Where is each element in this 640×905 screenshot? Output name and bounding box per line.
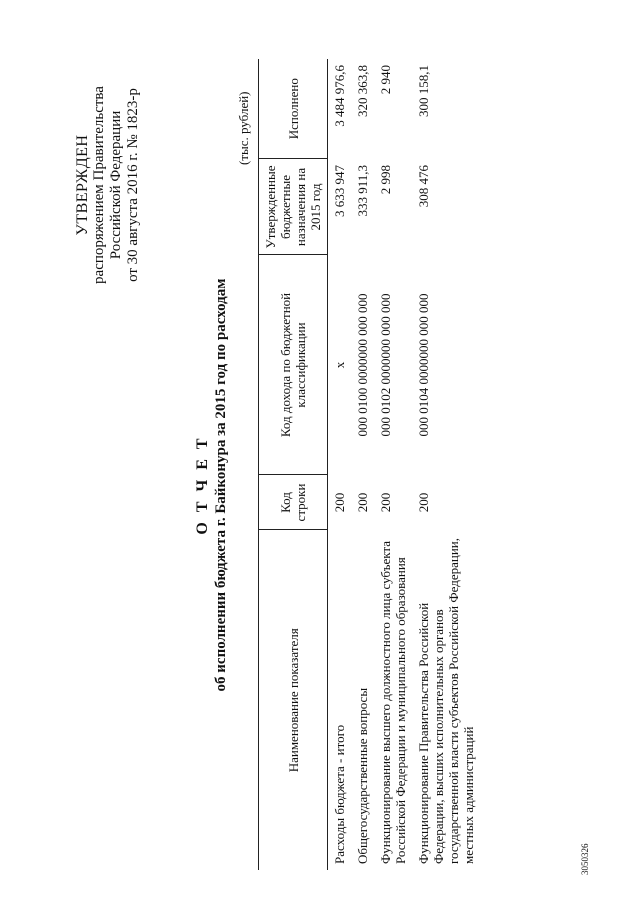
column-header-approved: Утвержденные бюджетные назначения на 2015 год — [259, 159, 328, 255]
row-approved: 2 998 — [378, 164, 393, 195]
table-row — [374, 59, 412, 870]
column-header-line-code: Код строки — [259, 475, 328, 530]
row-line-code: 200 — [355, 492, 370, 513]
report-title: О Т Ч Е Т — [194, 435, 211, 535]
report-title-block — [193, 245, 231, 725]
column-header-name: Наименование показателя — [259, 530, 328, 870]
approval-stamp: УТВЕРЖДЕН — [74, 134, 91, 236]
expenditure-table — [258, 59, 480, 870]
row-classification-code: x — [332, 361, 347, 369]
row-approved: 3 633 947 — [332, 164, 347, 217]
approval-line-1: распоряжением Правительства — [91, 86, 107, 284]
row-classification-code: 000 0104 0000000 000 000 — [416, 293, 431, 437]
table-row — [328, 59, 352, 870]
row-line-code: 200 — [416, 492, 431, 513]
table-row — [351, 59, 374, 870]
report-subtitle: об исполнении бюджета г. Байконура за 2015 год по расходам — [213, 278, 229, 692]
row-name: Функционирование Правительства Российской Федерации, высших исполнительных органов государственной власти субъектов Российской Федерации, местных администраций — [416, 538, 476, 864]
row-executed: 300 158,1 — [416, 64, 431, 117]
row-classification-code: 000 0102 0000000 000 000 — [378, 293, 393, 437]
row-approved: 308 476 — [416, 164, 431, 208]
row-executed: 3 484 976,6 — [332, 64, 347, 127]
row-executed: 2 940 — [378, 64, 393, 95]
table-row — [412, 59, 480, 870]
column-header-executed: Исполнено — [259, 59, 328, 159]
approval-block — [74, 65, 142, 305]
row-classification-code: 000 0100 0000000 000 000 — [355, 293, 370, 437]
row-executed: 320 363,8 — [355, 64, 370, 117]
approval-line-3: от 30 августа 2016 г. № 1823-р — [125, 88, 141, 282]
row-name: Расходы бюджета - итого — [332, 724, 347, 864]
unit-note: (тыс. рублей) — [236, 91, 251, 165]
row-line-code: 200 — [378, 492, 393, 513]
table-header-row — [259, 59, 328, 870]
row-line-code: 200 — [332, 492, 347, 513]
column-header-classification-code: Код дохода по бюджетной классификации — [259, 255, 328, 475]
approval-line-2: Российской Федерации — [108, 110, 124, 260]
row-name: Общегосударственные вопросы — [355, 687, 370, 864]
row-name: Функционирование высшего должностного лица субъекта Российской Федерации и муниципального образования — [378, 541, 408, 864]
document-code: 3050326 — [580, 843, 590, 875]
row-approved: 333 911,3 — [355, 164, 370, 217]
